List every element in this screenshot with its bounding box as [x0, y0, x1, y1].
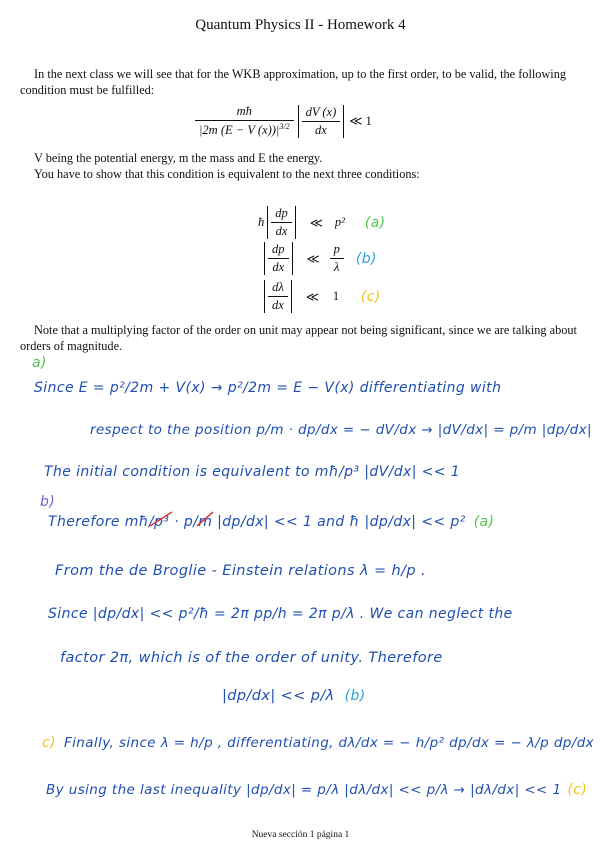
- handwritten-label-b: b): [40, 494, 56, 510]
- handwritten-line-8-tag: (b): [344, 688, 366, 704]
- condition-c-op: ≪: [305, 289, 319, 304]
- handwritten-line-10-tag: (c): [567, 782, 588, 798]
- handwritten-line-4: Therefore mħ/p³ · p/m |dp/dx| << 1 and ħ |dp/dx| << p²: [48, 514, 466, 530]
- condition-c-rhs: 1: [332, 289, 340, 303]
- condition-b-op: ≪: [306, 251, 320, 266]
- handwritten-line-6: Since |dp/dx| << p²/ħ = 2π pp/h = 2π p/λ . We can neglect the: [48, 606, 513, 622]
- intro-paragraph: In the next class we will see that for the WKB approximation, up to the first order, to be valid, the following condition must be fulfilled:: [20, 67, 567, 97]
- handwritten-line-3: The initial condition is equivalent to mħ/p³ |dV/dx| << 1: [44, 464, 461, 480]
- main-condition-numerator: mħ: [195, 104, 294, 121]
- handwritten-line-1: Since E = p²/2m + V(x) → p²/2m = E − V(x) differentiating with: [34, 380, 502, 396]
- condition-b-rhs-num: p: [330, 242, 344, 259]
- main-condition-deriv-den: dx: [315, 122, 327, 137]
- handwritten-line-10: By using the last inequality |dp/dx| = p/λ |dλ/dx| << p/λ → |dλ/dx| << 1: [46, 782, 562, 798]
- main-condition-deriv-num: dV (x): [302, 105, 341, 122]
- handwritten-label-c: c): [42, 735, 56, 751]
- handwritten-line-7: factor 2π, which is of the order of unity. Therefore: [60, 650, 443, 666]
- handwritten-line-8: |dp/dx| << p/λ: [222, 688, 335, 704]
- main-condition-rhs: ≪ 1: [349, 114, 372, 129]
- note-paragraph: Note that a multiplying factor of the order on unit may appear not being significant, since we are talking about orders of magnitude.: [20, 323, 577, 353]
- definitions-line: V being the potential energy, m the mass and E the energy.: [34, 151, 323, 165]
- main-condition-denominator: |2m (E − V (x))|: [199, 123, 280, 138]
- handwritten-label-a: a): [32, 355, 47, 371]
- condition-a-prefix: ħ: [258, 215, 265, 229]
- handwritten-line-5: From the de Broglie - Einstein relations λ = h/p .: [55, 563, 427, 579]
- condition-a-rhs: p²: [334, 215, 345, 229]
- cancel-stroke-1: [150, 512, 172, 526]
- task-line: You have to show that this condition is equivalent to the next three conditions:: [34, 167, 420, 181]
- condition-b-tag: (b): [355, 250, 377, 267]
- condition-a-den: dx: [275, 224, 288, 238]
- condition-c-tag: (c): [360, 288, 381, 305]
- condition-a-num: dp: [271, 206, 292, 223]
- handwritten-line-4-tag: (a): [473, 514, 495, 530]
- condition-c-den: dx: [272, 298, 284, 312]
- page-footer: Nueva sección 1 página 1: [251, 830, 350, 840]
- condition-b-num: dp: [268, 242, 289, 259]
- condition-a-op: ≪: [309, 215, 323, 230]
- cancel-stroke-2: [197, 512, 213, 526]
- page-title: Quantum Physics II - Homework 4: [195, 17, 406, 33]
- condition-c-num: dλ: [268, 280, 288, 297]
- main-condition-exponent: 3/2: [279, 122, 290, 131]
- handwritten-line-9: Finally, since λ = h/p , differentiating, dλ/dx = − h/p² dp/dx = − λ/p dp/dx: [63, 735, 595, 751]
- condition-b-den: dx: [272, 260, 285, 274]
- condition-b-rhs-den: λ: [334, 260, 340, 274]
- handwritten-line-2: respect to the position p/m · dp/dx = − dV/dx → |dV/dx| = p/m |dp/dx|: [90, 422, 592, 438]
- condition-a-tag: (a): [364, 214, 386, 231]
